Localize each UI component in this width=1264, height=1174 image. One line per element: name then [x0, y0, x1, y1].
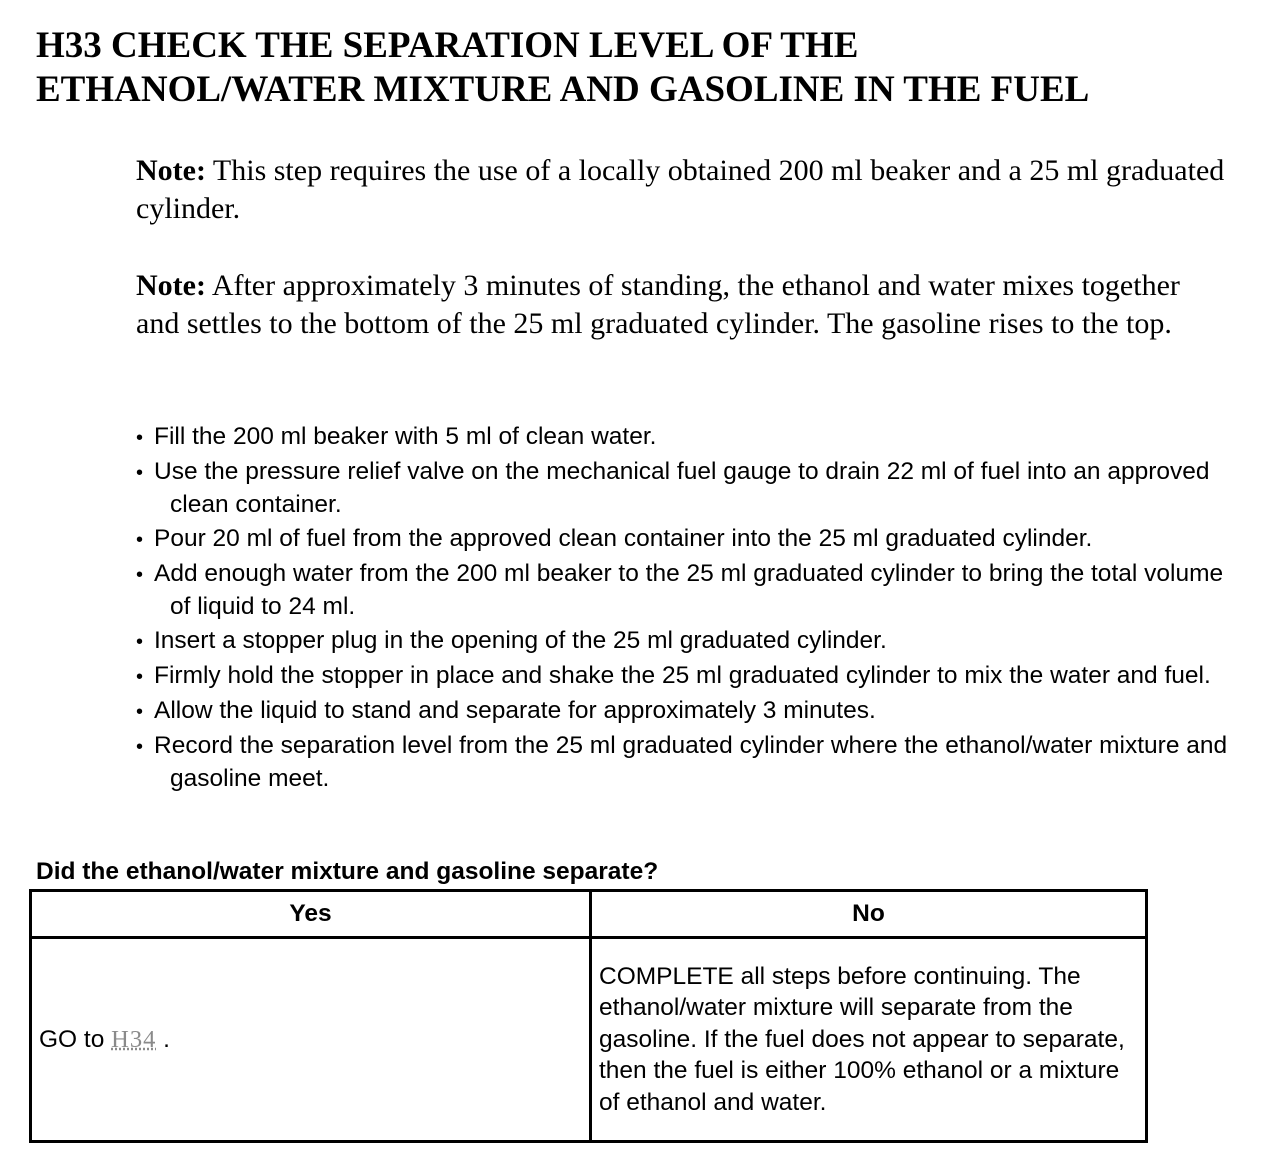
bullet-icon: • [136, 427, 144, 449]
step-text: Record the separation level from the 25 ml graduated cylinder where the ethanol/water mixture and gasoline meet. [154, 732, 1228, 792]
goto-suffix: . [156, 1025, 170, 1053]
title-line-2: ETHANOL/WATER MIXTURE AND GASOLINE IN THE FUEL [36, 69, 1090, 110]
step-text: Firmly hold the stopper in place and shake the 25 ml graduated cylinder to mix the water and fuel. [154, 662, 1211, 689]
bullet-icon: • [136, 529, 144, 551]
header-no: No [591, 891, 1147, 938]
step-h34-link[interactable]: H34 [111, 1025, 157, 1053]
note-text: After approximately 3 minutes of standing, the ethanol and water mixes together and settles to the bottom of the 25 ml graduated cylinder. The gasoline rises to the top. [136, 269, 1180, 340]
list-item [118, 660, 1238, 693]
decision-question: Did the ethanol/water mixture and gasoline separate? [36, 858, 659, 885]
cell-yes [31, 938, 591, 1142]
note-paragraph [136, 267, 1226, 343]
list-item [118, 695, 1238, 728]
bullet-icon: • [136, 564, 144, 586]
bullet-icon: • [136, 701, 144, 723]
table-header-row [31, 891, 1147, 938]
note-paragraph [136, 152, 1226, 228]
goto-prefix: GO to [39, 1025, 112, 1053]
step-text: Add enough water from the 200 ml beaker to the 25 ml graduated cylinder to bring the total volume of liquid to 24 ml. [154, 560, 1224, 620]
list-item [118, 523, 1238, 556]
step-text: Fill the 200 ml beaker with 5 ml of clean water. [154, 423, 657, 450]
table-row [31, 938, 1147, 1142]
procedure-steps-list [118, 421, 1238, 797]
bullet-icon: • [136, 666, 144, 688]
cell-no: COMPLETE all steps before continuing. The ethanol/water mixture will separate from the gasoline. If the fuel does not appear to separate, then the fuel is either 100% ethanol or a mixture of ethanol and water. [591, 938, 1147, 1142]
step-text: Insert a stopper plug in the opening of the 25 ml graduated cylinder. [154, 627, 887, 654]
list-item [118, 421, 1238, 454]
header-yes: Yes [31, 891, 591, 938]
note-text: This step requires the use of a locally obtained 200 ml beaker and a 25 ml graduated cylinder. [136, 154, 1225, 225]
decision-table [29, 889, 1148, 1143]
step-text: Use the pressure relief valve on the mechanical fuel gauge to drain 22 ml of fuel into an approved clean container. [154, 458, 1210, 518]
step-text: Pour 20 ml of fuel from the approved clean container into the 25 ml graduated cylinder. [154, 525, 1093, 552]
list-item [118, 456, 1238, 521]
step-text: Allow the liquid to stand and separate for approximately 3 minutes. [154, 697, 876, 724]
note-label: Note: [136, 154, 206, 187]
bullet-icon: • [136, 462, 144, 484]
bullet-icon: • [136, 631, 144, 653]
bullet-icon: • [136, 736, 144, 758]
note-label: Note: [136, 269, 206, 302]
list-item [118, 730, 1238, 795]
page-title [36, 24, 1236, 112]
list-item [118, 625, 1238, 658]
list-item [118, 558, 1238, 623]
title-line-1: H33 CHECK THE SEPARATION LEVEL OF THE [36, 25, 859, 66]
